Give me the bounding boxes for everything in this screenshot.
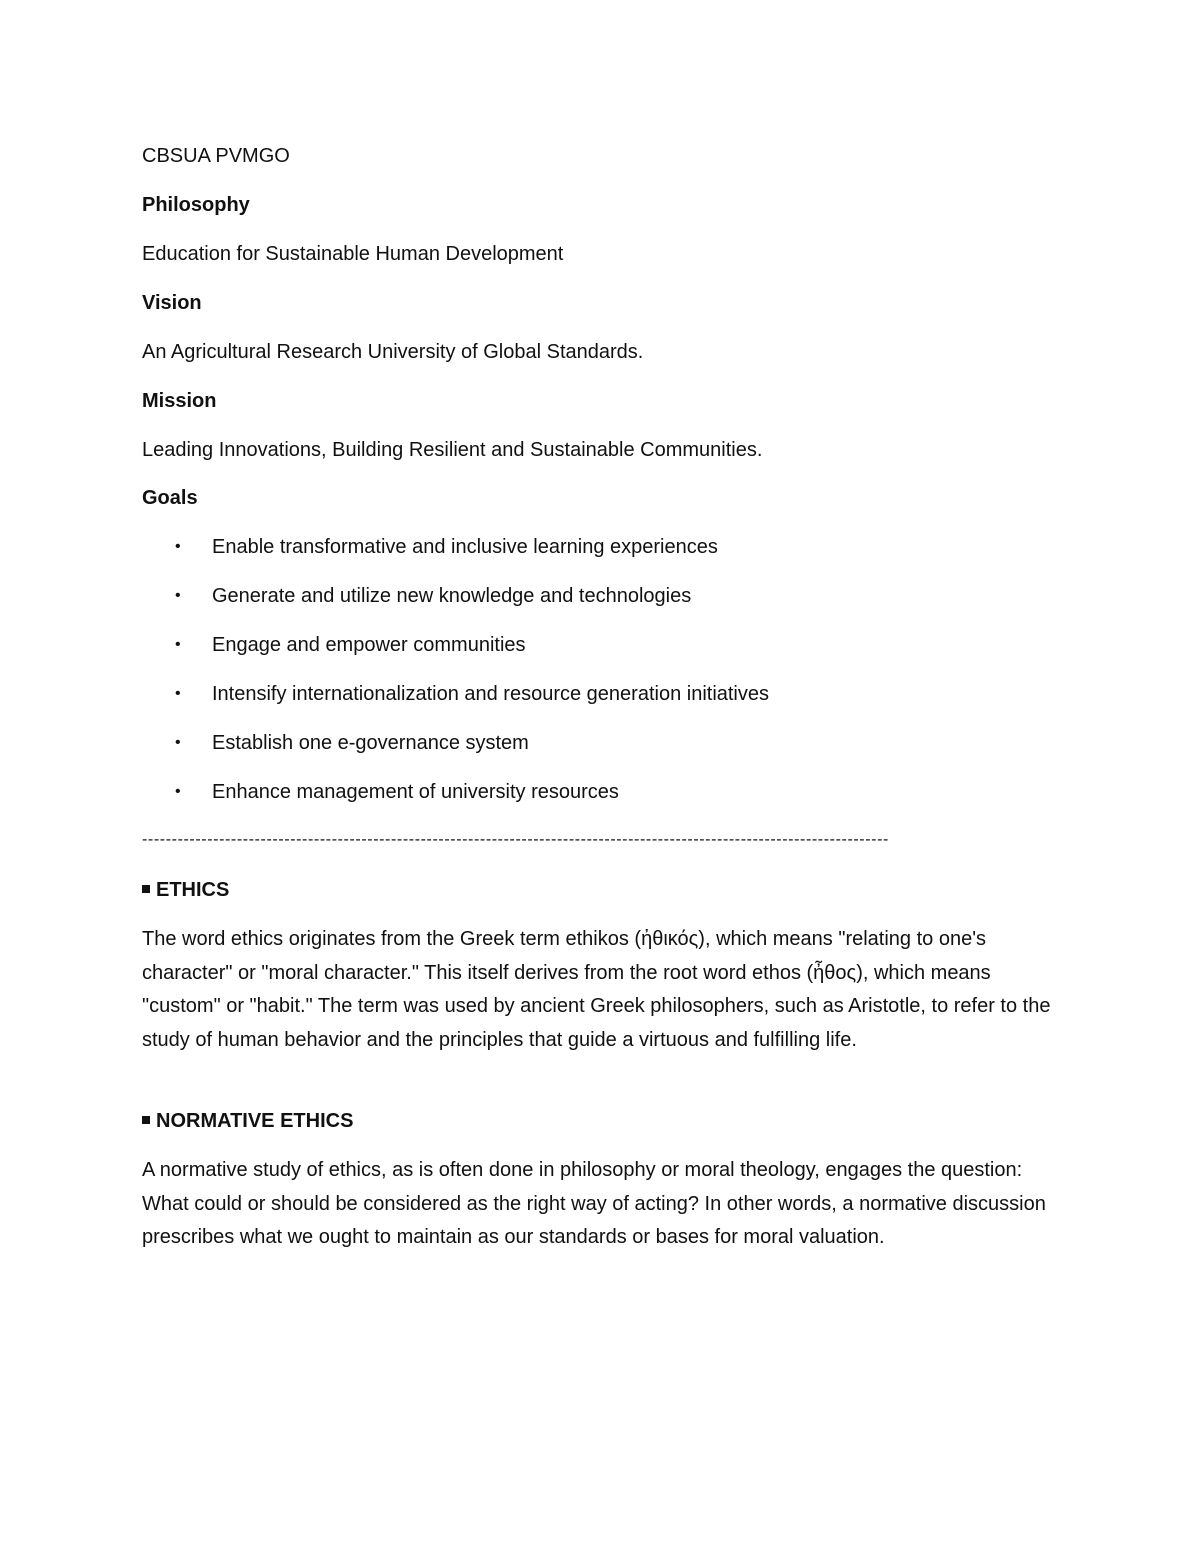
- goal-item: [142, 776, 769, 825]
- ethics-heading-label: ETHICS: [156, 879, 230, 901]
- goal-text: Intensify internationalization and resource generation initiatives: [212, 683, 770, 705]
- goal-item: [142, 531, 769, 580]
- bullet-icon: •: [175, 734, 181, 751]
- goals-heading: Goals: [142, 487, 198, 509]
- section-divider: ------------------------------------------------------------------------------------------------------------------------------: [142, 831, 889, 848]
- goal-text: Establish one e-governance system: [212, 732, 529, 754]
- bullet-icon: •: [175, 587, 181, 604]
- normative-ethics-heading-label: NORMATIVE ETHICS: [156, 1110, 354, 1132]
- bullet-icon: •: [175, 685, 181, 702]
- normative-ethics-heading: [142, 1105, 353, 1137]
- goals-list: [142, 531, 769, 825]
- goal-text: Enhance management of university resources: [212, 781, 619, 803]
- mission-heading: Mission: [142, 390, 217, 412]
- goal-text: Enable transformative and inclusive learning experiences: [212, 536, 718, 558]
- goal-item: [142, 629, 769, 678]
- ethics-paragraph: The word ethics originates from the Greek term ethikos (ἠθικός), which means "relating to one's character" or "moral character." This itself derives from the root word ethos (ἦθος), which means "custom" or "habit." The term was used by ancient Greek philosophers, such as Aristotle, to refer to the study of human behavior and the principles that guide a virtuous and fulfilling life.: [142, 928, 1051, 1051]
- goal-item: [142, 678, 769, 727]
- square-bullet-icon: [142, 1116, 150, 1124]
- normative-ethics-paragraph: A normative study of ethics, as is often done in philosophy or moral theology, engages the question: What could or should be considered as the right way of acting? In other words, a normative discussion prescribes what we ought to maintain as our standards or bases for moral valuation.: [142, 1159, 1046, 1249]
- mission-text: Leading Innovations, Building Resilient and Sustainable Communities.: [142, 439, 763, 461]
- goal-text: Engage and empower communities: [212, 634, 526, 656]
- philosophy-text: Education for Sustainable Human Development: [142, 243, 564, 265]
- bullet-icon: •: [175, 783, 181, 800]
- goal-item: [142, 727, 769, 776]
- vision-text: An Agricultural Research University of Global Standards.: [142, 341, 644, 363]
- square-bullet-icon: [142, 885, 150, 893]
- goal-item: [142, 580, 769, 629]
- document-title: CBSUA PVMGO: [142, 145, 290, 167]
- goal-text: Generate and utilize new knowledge and technologies: [212, 585, 692, 607]
- bullet-icon: •: [175, 538, 181, 555]
- ethics-heading: [142, 874, 229, 906]
- philosophy-heading: Philosophy: [142, 194, 250, 216]
- vision-heading: Vision: [142, 292, 202, 314]
- bullet-icon: •: [175, 636, 181, 653]
